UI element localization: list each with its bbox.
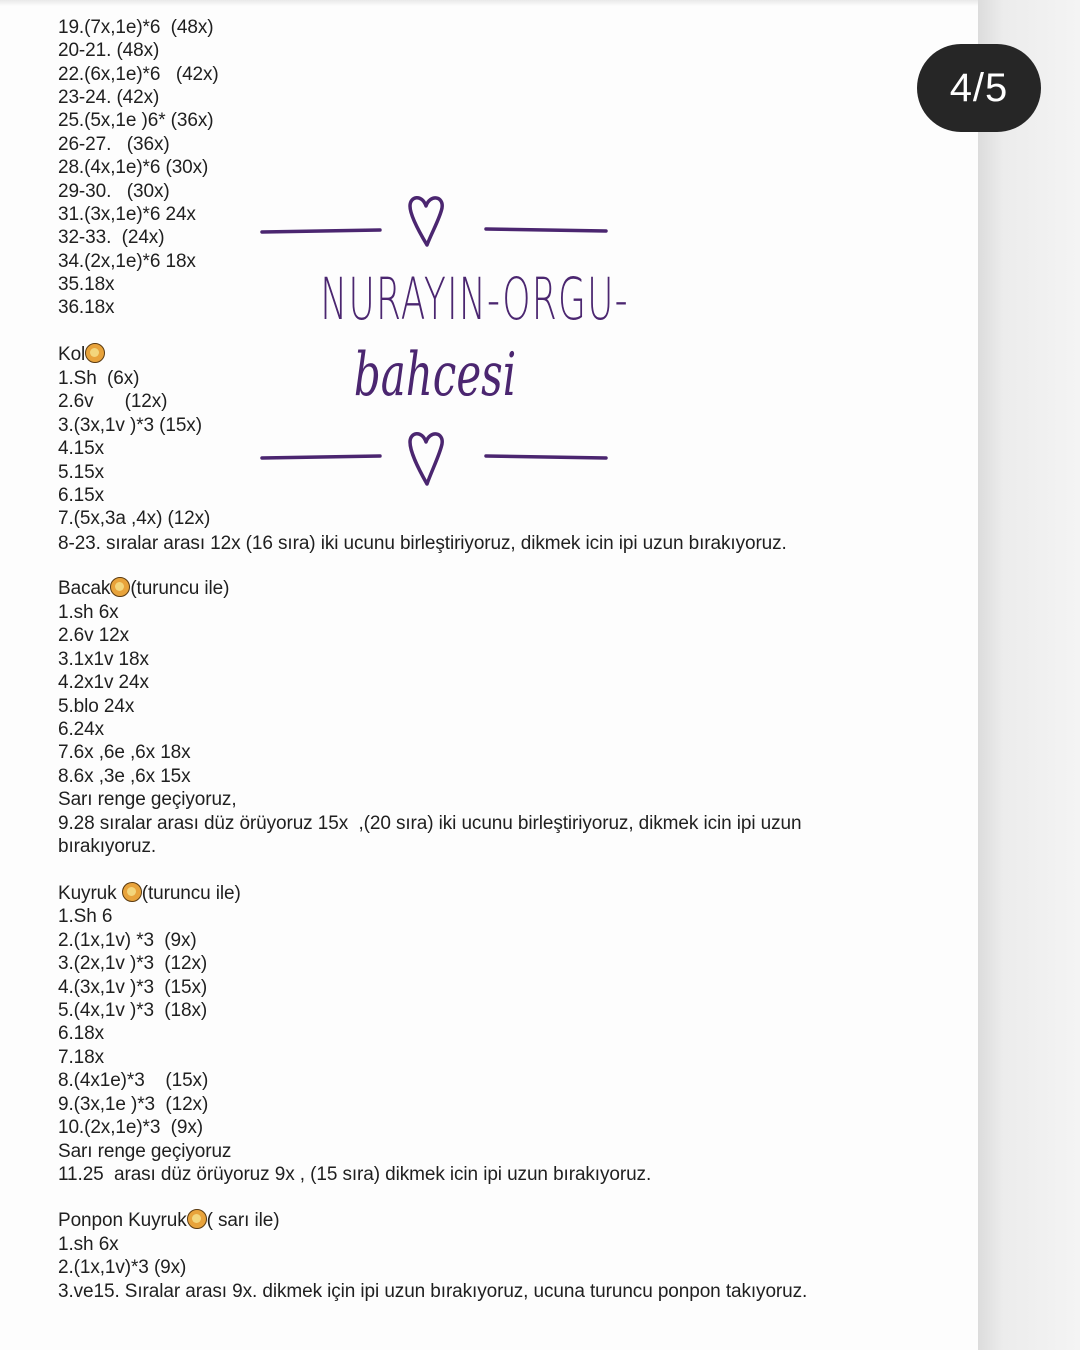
ponpon-note: ( sarı ile): [206, 1210, 280, 1231]
body-line: 34.(2x,1e)*6 18x: [58, 251, 196, 272]
kol-line: 2.6v (12x): [58, 391, 168, 412]
kuyruk-line: 9.(3x,1e )*3 (12x): [58, 1094, 209, 1115]
face-emoji-icon: [110, 577, 130, 597]
kuyruk-line: 7.18x: [58, 1047, 104, 1068]
body-line: 26-27. (36x): [58, 134, 170, 155]
body-line: 20-21. (48x): [58, 40, 160, 61]
face-emoji-icon: [122, 882, 142, 902]
body-line: 35.18x: [58, 274, 115, 295]
kuyruk-note: (turuncu ile): [141, 883, 241, 904]
bacak-line: 5.blo 24x: [58, 696, 135, 717]
kol-line: 4.15x: [58, 438, 104, 459]
kuyruk-line: 6.18x: [58, 1023, 104, 1044]
kuyruk-line: 5.(4x,1v )*3 (18x): [58, 1000, 208, 1021]
body-line: 32-33. (24x): [58, 227, 165, 248]
kol-line: 6.15x: [58, 485, 104, 506]
kuyruk-line: 3.(2x,1v )*3 (12x): [58, 953, 208, 974]
heart-icon: [410, 434, 442, 484]
body-line: 19.(7x,1e)*6 (48x): [58, 17, 214, 38]
bacak-title: Bacak: [58, 578, 111, 599]
ponpon-line: 2.(1x,1v)*3 (9x): [58, 1257, 187, 1278]
bacak-line: 6.24x: [58, 719, 104, 740]
logo-divider-line: [262, 230, 380, 232]
ponpon-title: Ponpon Kuyruk: [58, 1210, 187, 1231]
kol-title: Kol: [58, 344, 86, 365]
bacak-line: 1.sh 6x: [58, 602, 119, 623]
section-title-kuyruk: [58, 882, 241, 905]
kuyruk-line: Sarı renge geçiyoruz: [58, 1141, 232, 1162]
kuyruk-line: 8.(4x1e)*3 (15x): [58, 1070, 209, 1091]
kol-line: 1.Sh (6x): [58, 368, 140, 389]
body-line: 23-24. (42x): [58, 87, 160, 108]
kuyruk-line: 1.Sh 6: [58, 906, 113, 927]
section-title-ponpon: [58, 1209, 279, 1232]
body-line: 22.(6x,1e)*6 (42x): [58, 64, 219, 85]
kuyruk-line: 2.(1x,1v) *3 (9x): [58, 930, 197, 951]
page-edge-shadow: [978, 0, 1080, 1350]
body-line: 25.(5x,1e )6* (36x): [58, 110, 214, 131]
kuyruk-title: Kuyruk: [58, 883, 122, 904]
section-title-bacak: [58, 577, 229, 600]
body-line: 36.18x: [58, 297, 115, 318]
kol-line: 5.15x: [58, 462, 104, 483]
bacak-line: 2.6v 12x: [58, 625, 130, 646]
bacak-line: 8.6x ,3e ,6x 15x: [58, 766, 191, 787]
bacak-line: Sarı renge geçiyoruz,: [58, 789, 237, 810]
kol-line: 3.(3x,1v )*3 (15x): [58, 415, 202, 436]
kol-line: 7.(5x,3a ,4x) (12x): [58, 508, 211, 529]
kuyruk-line: 4.(3x,1v )*3 (15x): [58, 977, 208, 998]
logo-divider-line: [486, 229, 606, 231]
bacak-line: 4.2x1v 24x: [58, 672, 149, 693]
top-edge: [0, 0, 978, 6]
logo-divider-line: [262, 456, 380, 458]
bacak-note: (turuncu ile): [130, 578, 230, 599]
section-title-kol: [58, 343, 105, 366]
body-line: 29-30. (30x): [58, 181, 170, 202]
brand-logo: [250, 190, 629, 500]
kuyruk-line: 11.25 arası düz örüyoruz 9x , (15 sıra) dikmek icin ipi uzun bırakıyoruz.: [58, 1164, 652, 1185]
bacak-line: 3.1x1v 18x: [58, 649, 149, 670]
logo-subtitle: bahcesi: [353, 340, 517, 410]
logo-title: NURAYIN-ORGU-: [320, 265, 629, 333]
logo-divider-line: [486, 456, 606, 458]
body-line: 28.(4x,1e)*6 (30x): [58, 157, 209, 178]
bacak-line: 7.6x ,6e ,6x 18x: [58, 742, 191, 763]
kuyruk-line: 10.(2x,1e)*3 (9x): [58, 1117, 203, 1138]
face-emoji-icon: [85, 343, 105, 363]
page-indicator: 4/5: [917, 44, 1041, 132]
heart-icon: [410, 198, 442, 245]
body-line: 31.(3x,1e)*6 24x: [58, 204, 196, 225]
bacak-line: 9.28 sıralar arası düz örüyoruz 15x ,(20 sıra) iki ucunu birleştiriyoruz, dikmek icin ipi uzun: [58, 813, 802, 834]
face-emoji-icon: [187, 1209, 207, 1229]
ponpon-line: 3.ve15. Sıralar arası 9x. dikmek için ipi uzun bırakıyoruz, ucuna turuncu ponpon takıyoruz.: [58, 1281, 808, 1302]
ponpon-line: 1.sh 6x: [58, 1234, 119, 1255]
kol-line: 8-23. sıralar arası 12x (16 sıra) iki ucunu birleştiriyoruz, dikmek icin ipi uzun bırakıyoruz.: [58, 533, 787, 554]
bacak-line: bırakıyoruz.: [58, 836, 157, 857]
